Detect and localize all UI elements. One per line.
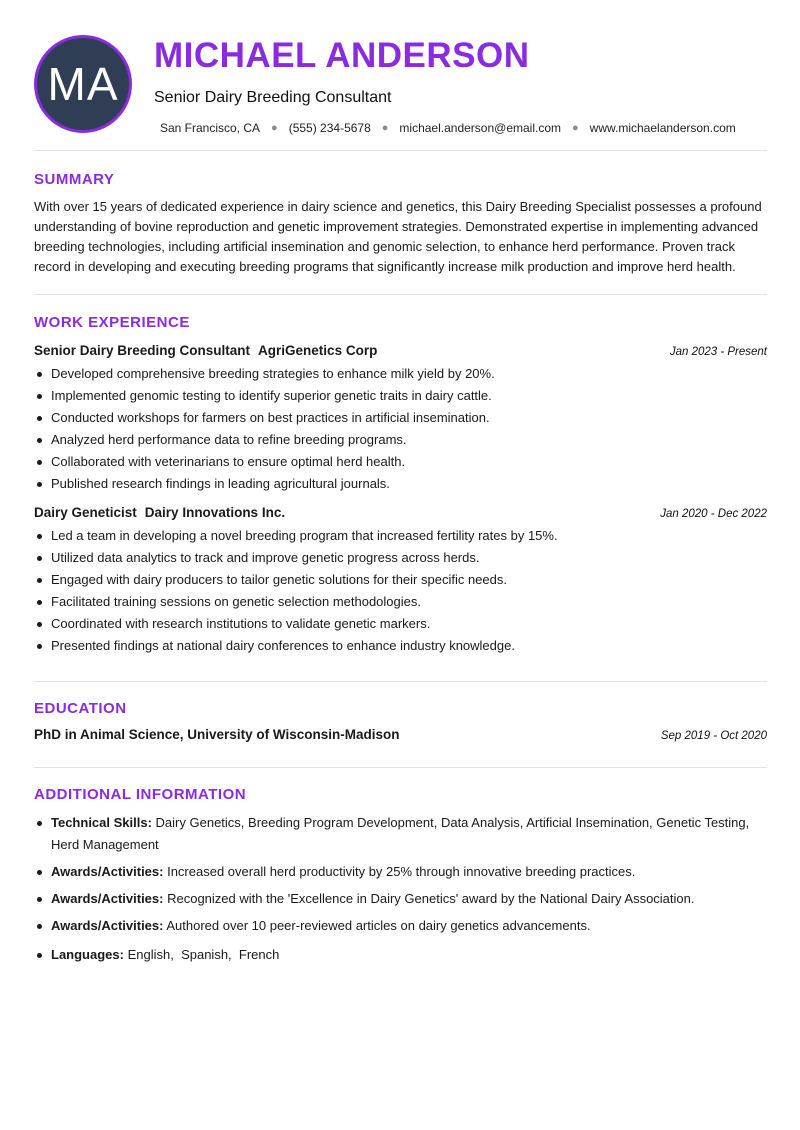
item-label: Awards/Activities: [51, 891, 164, 906]
list-item: Analyzed herd performance data to refine breeding programs. [34, 429, 767, 451]
list-item: Utilized data analytics to track and improve genetic progress across herds. [34, 547, 767, 569]
job-title: Senior Dairy Breeding Consultant [34, 343, 251, 358]
list-item: Published research findings in leading agricultural journals. [34, 473, 767, 495]
job-bullets [34, 525, 767, 657]
additional-list [34, 812, 767, 966]
list-item [34, 915, 767, 937]
avatar-initials: MA [47, 58, 119, 110]
candidate-name: MICHAEL ANDERSON [154, 36, 530, 75]
separator-dot-icon: ● [271, 122, 278, 134]
resume-page [34, 0, 767, 971]
contact-website[interactable]: www.michaelanderson.com [589, 121, 736, 135]
separator-dot-icon: ● [572, 122, 579, 134]
contact-line [160, 121, 736, 135]
education-degree: PhD in Animal Science, University of Wisconsin-Madison [34, 727, 400, 742]
candidate-role: Senior Dairy Breeding Consultant [154, 89, 392, 106]
separator-dot-icon: ● [381, 122, 389, 134]
item-text: Dairy Genetics, Breeding Program Development, Data Analysis, Artificial Insemination, Genetic Testing, Herd Management [51, 815, 750, 852]
job-header [34, 505, 767, 520]
work-experience-section [34, 295, 767, 681]
job-entry [34, 343, 767, 495]
contact-location: San Francisco, CA [160, 121, 261, 135]
list-item: Conducted workshops for farmers on best practices in artificial insemination. [34, 407, 767, 429]
list-item [34, 888, 767, 910]
job-date: Jan 2023 - Present [669, 346, 767, 358]
list-item: Engaged with dairy producers to tailor genetic solutions for their specific needs. [34, 569, 767, 591]
list-item: Presented findings at national dairy conferences to enhance industry knowledge. [34, 635, 767, 657]
education-section [34, 682, 767, 767]
education-heading: EDUCATION [34, 700, 127, 717]
education-date: Sep 2019 - Oct 2020 [660, 730, 767, 742]
job-entry [34, 505, 767, 657]
list-item: Developed comprehensive breeding strategies to enhance milk yield by 20%. [34, 363, 767, 385]
list-item: Collaborated with veterinarians to ensure optimal herd health. [34, 451, 767, 473]
job-title: Dairy Geneticist [34, 505, 137, 520]
additional-information-section [34, 768, 767, 966]
job-date: Jan 2020 - Dec 2022 [660, 508, 767, 520]
additional-information-heading: ADDITIONAL INFORMATION [34, 786, 247, 803]
item-text: Recognized with the 'Excellence in Dairy Genetics' award by the National Dairy Association. [167, 891, 695, 906]
summary-heading: SUMMARY [34, 171, 115, 188]
summary-text: With over 15 years of dedicated experience in dairy science and genetics, this Dairy Breeding Specialist possesses a profound understanding of bovine reproduction and genetic improvement strategies. Demonstrated expertise in implementing advanced breeding technologies, including artificial insemination and genomic selection, to enhance herd performance. Proven track record in developing and executing breeding programs that significantly increase milk production and improve herd health. [34, 199, 762, 274]
item-text: Increased overall herd productivity by 25% through innovative breeding practices. [167, 864, 636, 879]
contact-phone: (555) 234-5678 [288, 121, 371, 135]
list-item: Implemented genomic testing to identify superior genetic traits in dairy cattle. [34, 385, 767, 407]
item-label: Languages: [51, 947, 124, 962]
avatar [34, 35, 132, 133]
education-entry [34, 727, 767, 742]
work-experience-heading: WORK EXPERIENCE [34, 314, 190, 331]
list-item [34, 944, 767, 966]
job-company: AgriGenetics Corp [258, 343, 378, 358]
list-item: Coordinated with research institutions to validate genetic markers. [34, 613, 767, 635]
list-item [34, 812, 767, 856]
job-company: Dairy Innovations Inc. [144, 505, 286, 520]
job-header [34, 343, 767, 358]
resume-header [34, 0, 767, 150]
list-item: Facilitated training sessions on genetic selection methodologies. [34, 591, 767, 613]
item-label: Technical Skills: [51, 815, 152, 830]
list-item [34, 861, 767, 883]
item-label: Awards/Activities: [51, 864, 164, 879]
contact-email[interactable]: michael.anderson@email.com [399, 121, 562, 135]
item-text: English, Spanish, French [127, 947, 280, 962]
summary-section [34, 151, 767, 294]
item-label: Awards/Activities: [51, 918, 164, 933]
list-item: Led a team in developing a novel breeding program that increased fertility rates by 15%. [34, 525, 767, 547]
item-text: Authored over 10 peer-reviewed articles on dairy genetics advancements. [166, 918, 591, 933]
job-bullets [34, 363, 767, 495]
